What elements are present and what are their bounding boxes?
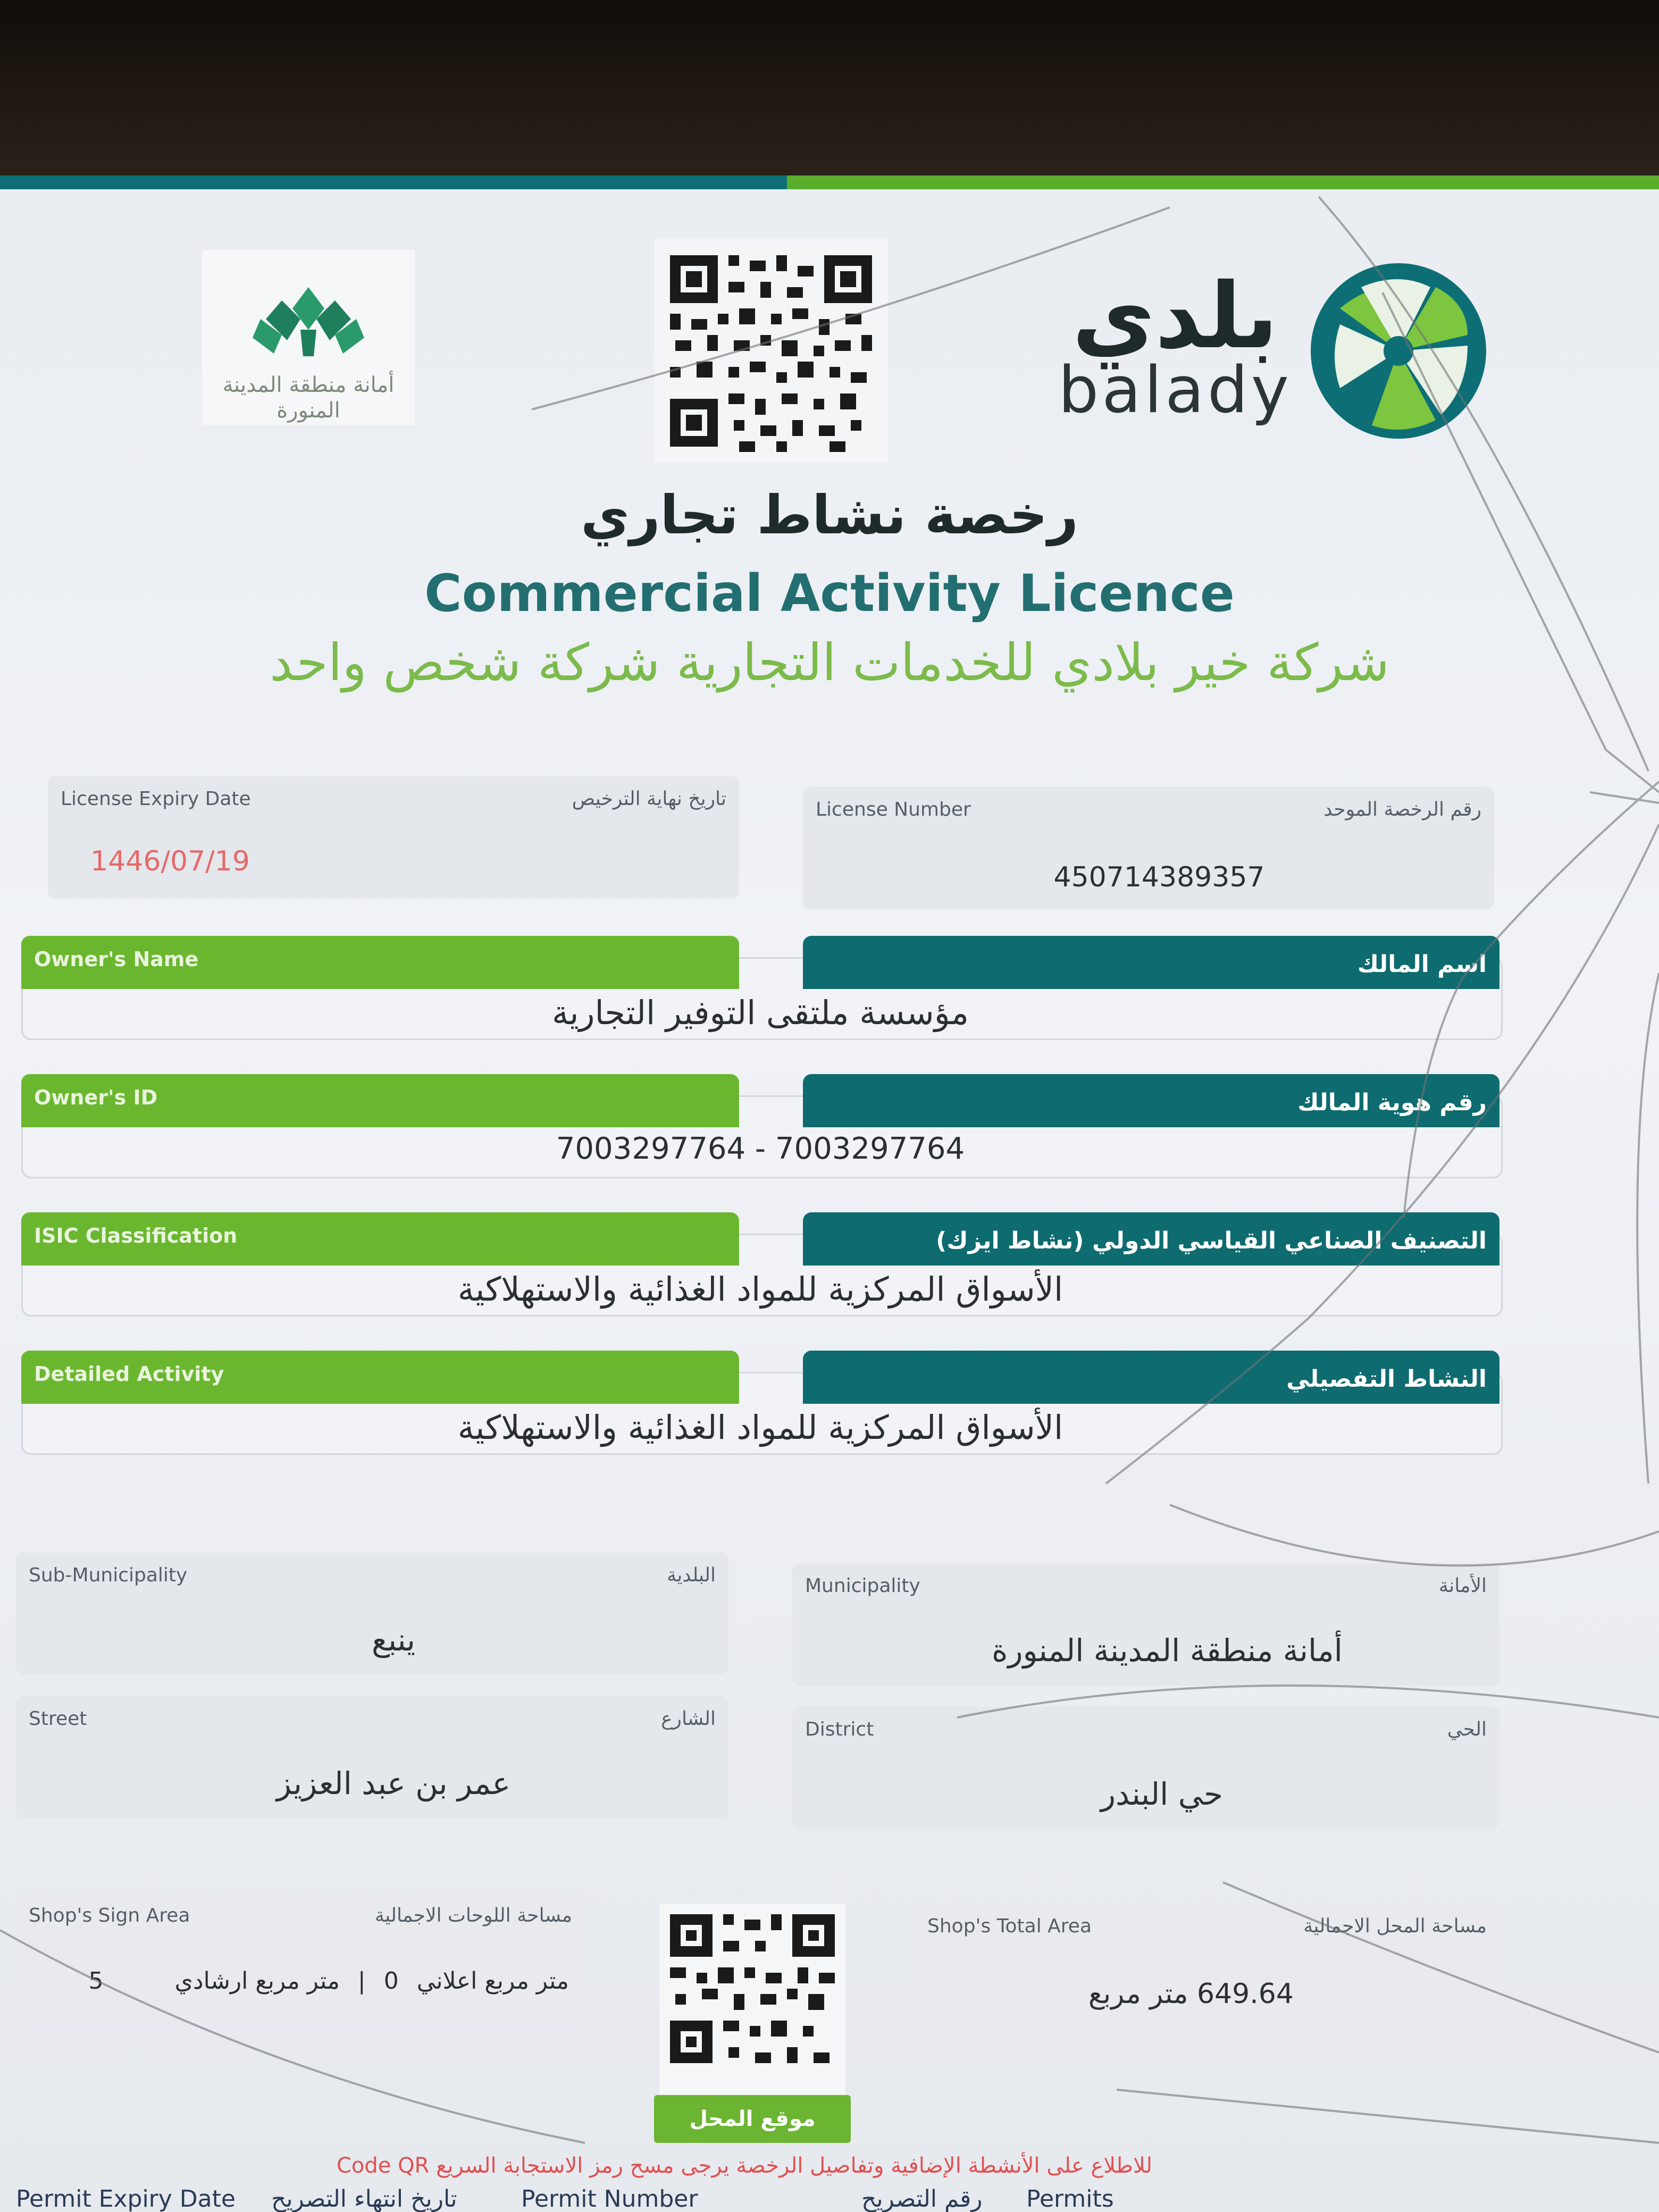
permits-footer (0, 2185, 1659, 2212)
sign-area-box (16, 1893, 585, 2021)
balady-logo (1042, 266, 1510, 436)
owner-id-row (21, 1074, 1499, 1180)
owner-name-row (21, 936, 1499, 1042)
isic-label-en: ISIC Classification (34, 1224, 238, 1247)
municipality-box (792, 1563, 1499, 1686)
isic-value: الأسواق المركزية للمواد الغذائية والاستهلاكية (457, 1270, 1063, 1309)
isic-bar-en (21, 1212, 739, 1266)
guide-unit: متر مربع ارشادي (174, 1967, 340, 1995)
total-area-value: 649.64 متر مربع (1088, 1978, 1294, 2010)
sub-municipality-label-en: Sub-Municipality (29, 1564, 188, 1586)
title-english: Commercial Activity Licence (424, 564, 1235, 623)
guide-value: 5 (88, 1967, 104, 1995)
palm-emblem-icon (1308, 261, 1489, 441)
owner-id-value: 7003297764 - 7003297764 (556, 1132, 965, 1166)
permit-expiry-label-en: Permit Expiry Date (16, 2185, 236, 2212)
ad-unit: متر مربع اعلاني (416, 1967, 569, 1995)
sign-area-label-en: Shop's Sign Area (29, 1905, 190, 1926)
detailed-activity-value: الأسواق المركزية للمواد الغذائية والاستهلاكية (457, 1408, 1063, 1447)
isic-row (21, 1212, 1499, 1319)
municipality-label-ar: الأمانة (1438, 1575, 1487, 1597)
licence-document (0, 175, 1659, 2212)
total-area-label-en: Shop's Total Area (927, 1915, 1092, 1937)
owner-name-label-en: Owner's Name (34, 948, 199, 971)
balady-logo-ar: بلدي (1072, 264, 1278, 369)
permit-expiry-label-ar: تاريخ انتهاء التصريح (271, 2185, 457, 2212)
qr-notice: للاطلاع على الأنشطة الإضافية وتفاصيل الرخصة يرجى مسح رمز الاستجابة السريع Code QR (336, 2154, 1153, 2178)
top-stripe-green (787, 175, 1659, 189)
amana-logo-icon (202, 250, 415, 372)
ad-value: 0 (383, 1967, 399, 1995)
permits-label-en: Permits (1026, 2185, 1114, 2212)
municipality-value: أمانة منطقة المدينة المنورة (992, 1632, 1343, 1669)
sub-municipality-box (16, 1553, 728, 1675)
owner-id-bar-en (21, 1074, 739, 1127)
owner-id-bar-ar (803, 1074, 1499, 1127)
company-name: شركة خير بلادي للخدمات التجارية شركة شخص واحد (270, 633, 1389, 692)
owner-name-label-ar: اسم المالك (1357, 951, 1487, 978)
qr-code-top[interactable] (654, 239, 888, 463)
shop-location-button[interactable]: موقع المحل (654, 2095, 851, 2143)
permit-number-label-ar: رقم التصريح (861, 2185, 983, 2212)
expiry-value: 1446/07/19 (90, 845, 250, 877)
expiry-label-ar: تاريخ نهاية الترخيص (572, 788, 726, 810)
detailed-activity-bar-en (21, 1351, 739, 1404)
amana-name: أمانة منطقة المدينة المنورة (222, 373, 395, 423)
permit-number-label-en: Permit Number (521, 2185, 698, 2212)
license-number-label-en: License Number (816, 799, 971, 820)
district-label-ar: الحي (1447, 1719, 1487, 1740)
amana-emblem (202, 250, 415, 425)
top-stripe-teal (0, 175, 787, 189)
sign-separator: | (357, 1967, 366, 1995)
license-number-value: 450714389357 (1053, 861, 1265, 893)
sign-area-values (37, 1967, 569, 2005)
license-number-box (803, 787, 1494, 909)
owner-id-label-en: Owner's ID (34, 1086, 158, 1109)
sign-area-label-ar: مساحة اللوحات الاجمالية (374, 1905, 572, 1926)
license-number-label-ar: رقم الرخصة الموحد (1323, 799, 1481, 820)
street-box (16, 1696, 728, 1819)
total-area-label-ar: مساحة المحل الاجمالية (1303, 1915, 1487, 1937)
municipality-label-en: Municipality (805, 1575, 920, 1597)
owner-name-value: مؤسسة ملتقى التوفير التجارية (552, 993, 969, 1032)
street-label-en: Street (29, 1708, 87, 1730)
owner-name-bar-ar (803, 936, 1499, 989)
detailed-activity-label-en: Detailed Activity (34, 1362, 224, 1386)
expiry-box (48, 776, 739, 899)
title-arabic: رخصة نشاط تجاري (581, 484, 1078, 546)
detailed-activity-label-ar: النشاط التفصيلي (1286, 1365, 1487, 1393)
street-value: عمر بن عبد العزيز (276, 1765, 511, 1802)
qr-code-icon (659, 1904, 845, 2074)
district-value: حي البندر (1101, 1776, 1223, 1812)
street-label-ar: الشارع (661, 1708, 716, 1730)
sub-municipality-label-ar: البلدية (667, 1564, 716, 1586)
isic-label-ar: التصنيف الصناعي القياسي الدولي (نشاط ايزك) (936, 1227, 1487, 1254)
district-box (792, 1707, 1499, 1829)
background-top (0, 0, 1659, 175)
isic-bar-ar (803, 1212, 1499, 1266)
district-label-en: District (805, 1719, 874, 1740)
expiry-label-en: License Expiry Date (61, 788, 251, 810)
detailed-activity-row (21, 1351, 1499, 1457)
qr-code-icon (654, 239, 888, 463)
balady-logo-en: balady (1058, 354, 1292, 428)
owner-id-label-ar: رقم هوية المالك (1297, 1089, 1487, 1116)
detailed-activity-bar-ar (803, 1351, 1499, 1404)
sub-municipality-value: ينبع (371, 1622, 415, 1658)
owner-name-bar-en (21, 936, 739, 989)
qr-code-location[interactable] (659, 1904, 845, 2127)
total-area-box (915, 1904, 1499, 2031)
